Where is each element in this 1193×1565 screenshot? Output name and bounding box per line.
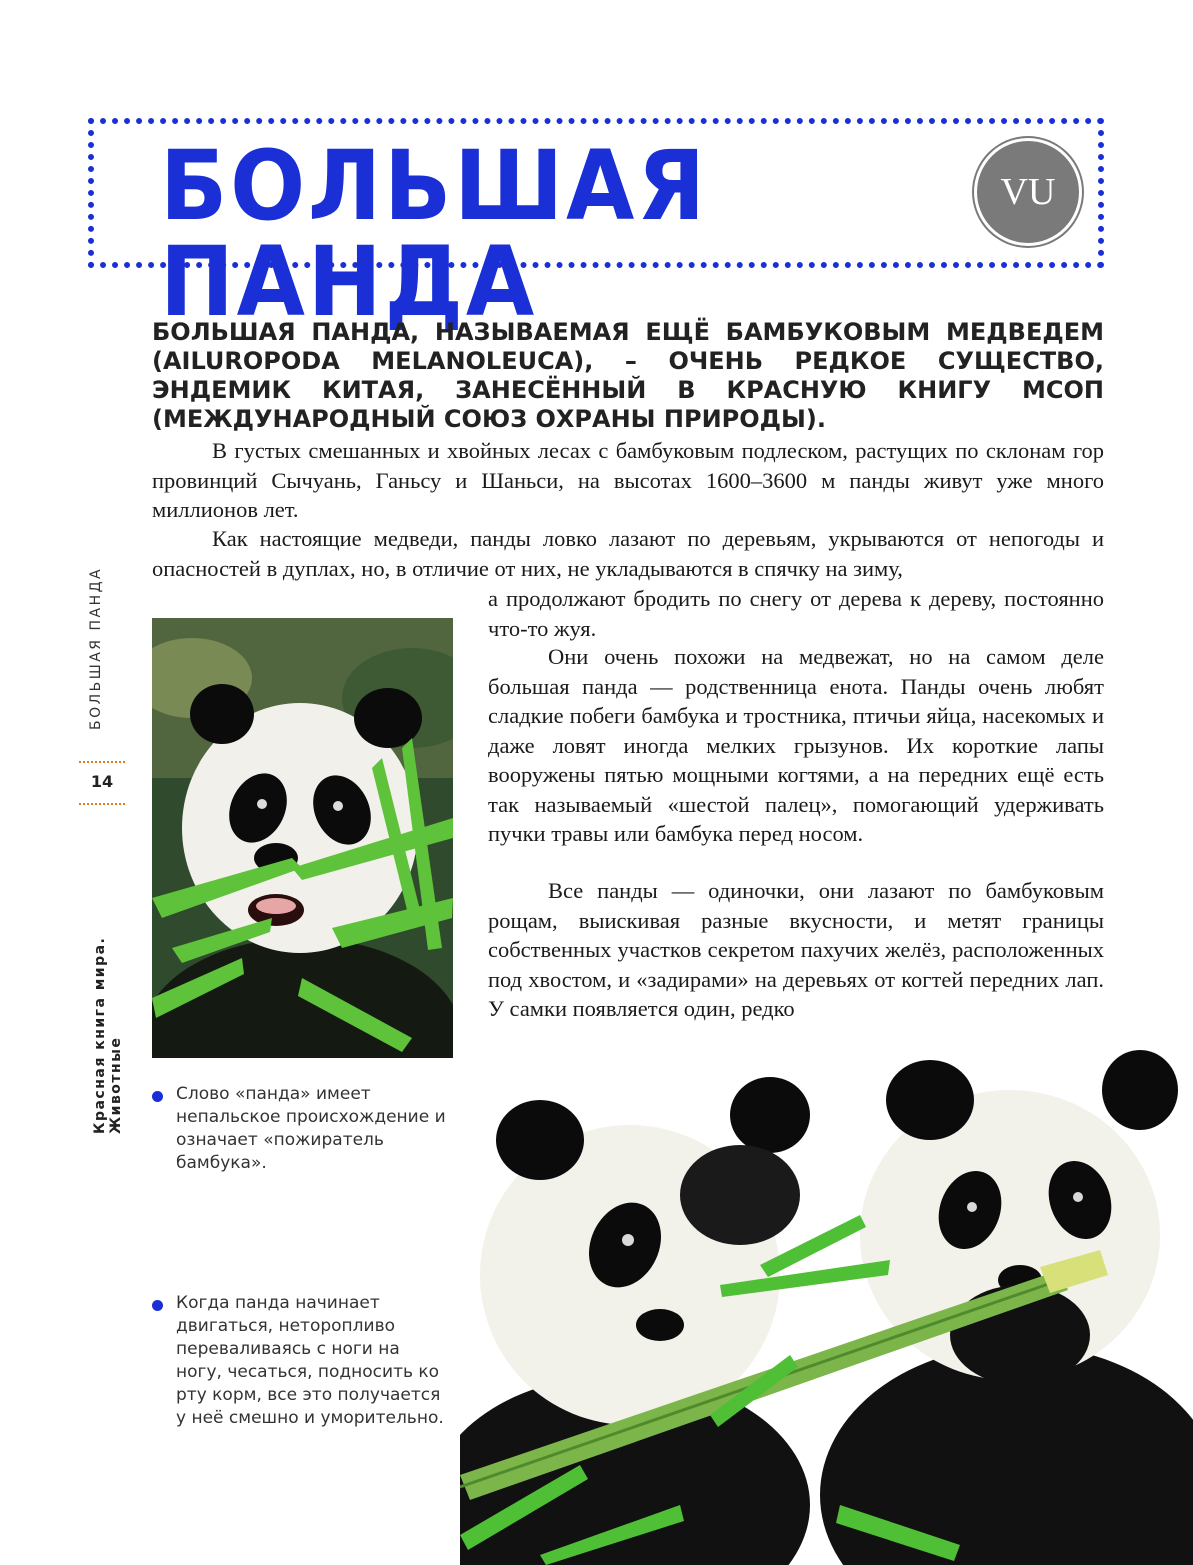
- caption-bullet-1: [152, 1091, 163, 1102]
- page-number: 14: [90, 772, 114, 791]
- conservation-status-badge: VU: [974, 138, 1082, 246]
- page-title: БОЛЬШАЯ ПАНДА: [160, 130, 708, 338]
- caption-bullet-2: [152, 1300, 163, 1311]
- caption-1: Слово «панда» имеет непальское происхождение и означает «пожиратель бамбука».: [176, 1084, 446, 1173]
- caption-2: Когда панда начинает двигаться, неторопливо переваливаясь с ноги на ногу, чесаться, подносить ко рту корм, все это получается у неё смешно и уморительно.: [176, 1293, 444, 1428]
- panda-photo-eating-leaves: [152, 618, 453, 1058]
- sidebar-book-title: Красная книга мира. Животные: [92, 936, 124, 1134]
- sidebar-divider-top: [79, 761, 125, 763]
- paragraph-1: В густых смешанных и хвойных лесах с бамбуковым подлеском, растущих по склонам гор провинций Сычуань, Ганьсу и Шаньси, на высотах 1600–3600 м панды живут уже много миллионов лет.: [152, 438, 1104, 522]
- paragraph-3: Они очень похожи на медвежат, но на самом деле большая панда — родственница енота. Панды очень любят сладкие побеги бамбука и тростника, птичьи яйца, насекомых и даже ловят иногда мелких грызунов. Их короткие лапы вооружены пятью мощными когтями, а на передних ещё есть так называемый «шестой палец», помогающий удерживать пучки травы или бамбука перед носом.: [488, 644, 1104, 846]
- paragraph-4: Все панды — одиночки, они лазают по бамбуковым рощам, выискивая разные вкусности, и метят границы собственных участков секретом пахучих желёз, расположенных под хвостом, и «задирами» на деревьях от когтей передних лап. У самки появляется один, редко: [488, 878, 1104, 1021]
- paragraph-2: Как настоящие медведи, панды ловко лазают по деревьям, укрываются от непогоды и опасностей в дуплах, но, в отличие от них, не укладываются в спячку на зиму,: [152, 526, 1104, 581]
- title-frame: [88, 118, 1104, 338]
- lead-paragraph: БОЛЬШАЯ ПАНДА, НАЗЫВАЕМАЯ ЕЩЁ БАМБУКОВЫМ МЕДВЕДЕМ (AILUROPODA MELANOLEUCA), – ОЧЕНЬ РЕДКОЕ СУЩЕСТВО, ЭНДЕМИК КИТАЯ, ЗАНЕСЁННЫЙ В КРАСНУЮ КНИГУ МСОП (МЕЖДУНАРОДНЫЙ СОЮЗ ОХРАНЫ ПРИРОДЫ).: [152, 318, 1104, 433]
- two-pandas-photo: [460, 1035, 1193, 1565]
- sidebar-divider-bottom: [79, 803, 125, 805]
- sidebar-section-title: БОЛЬШАЯ ПАНДА: [88, 566, 104, 730]
- paragraph-2-continued: а продолжают бродить по снегу от дерева к дереву, постоянно что-то жуя.: [488, 586, 1104, 641]
